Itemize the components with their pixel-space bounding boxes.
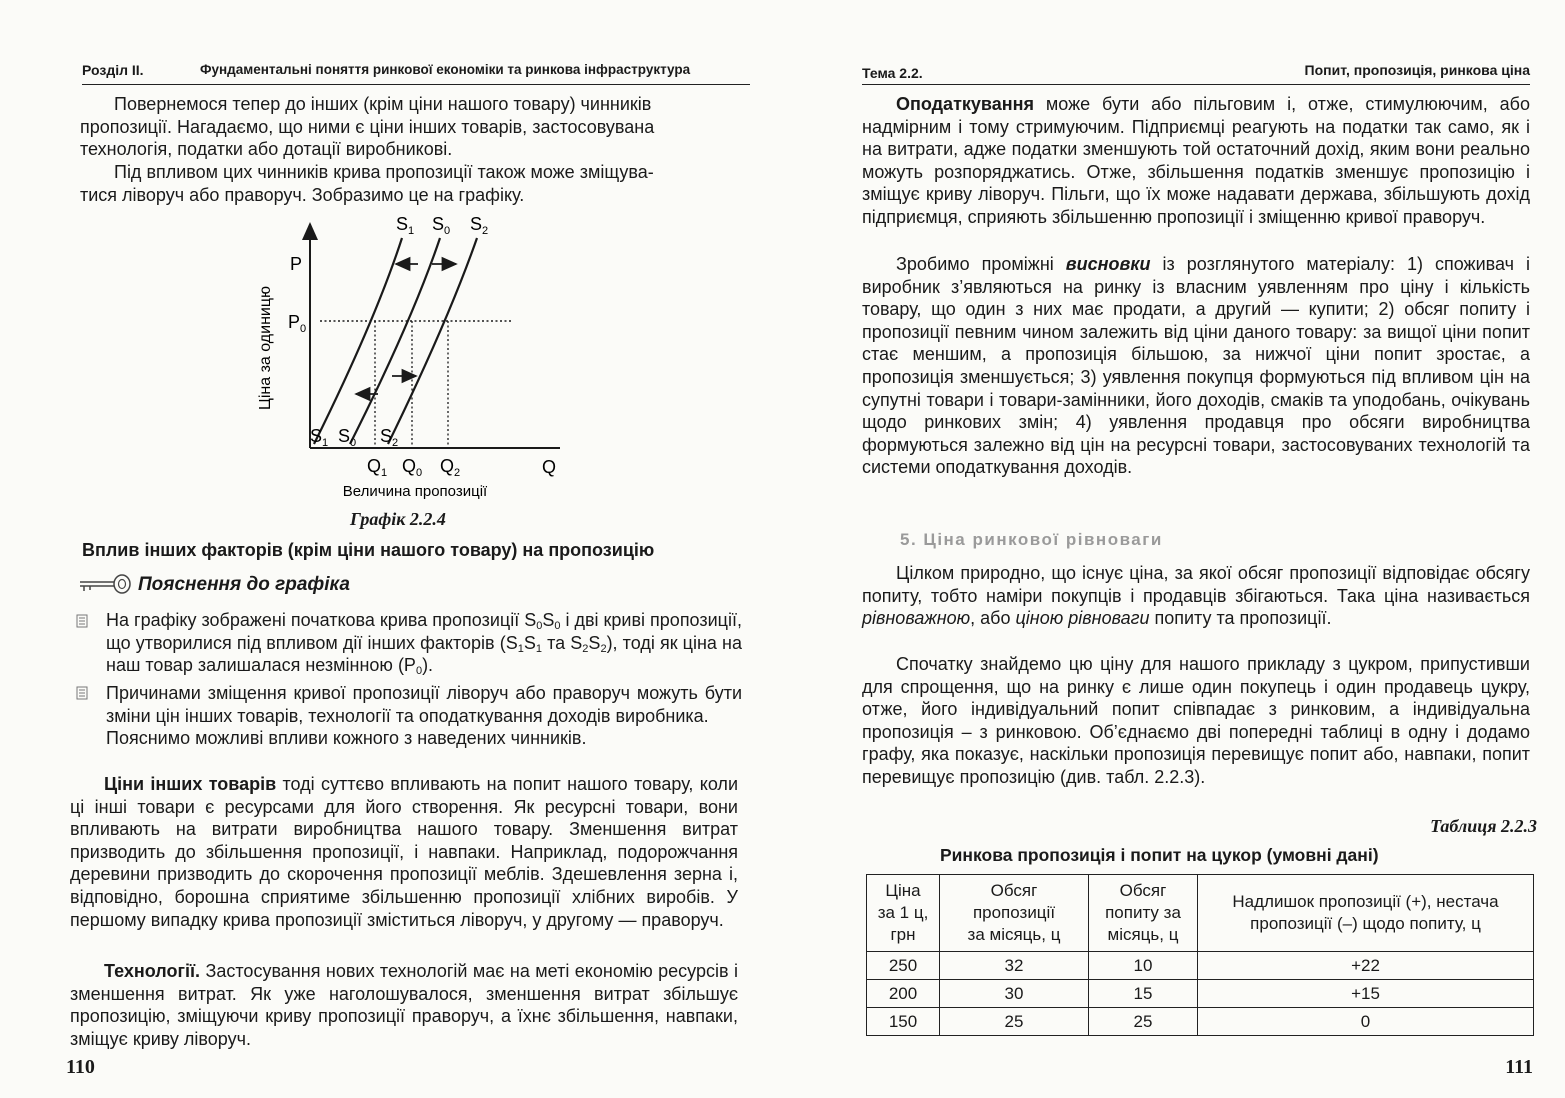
header-title: Фундаментальні поняття ринкової економіки та ринкова інфраструктура	[200, 62, 691, 77]
column-header: Надлишок пропозиції (+), нестача пропозиції (–) щодо попиту, ц	[1198, 875, 1534, 952]
table-cell: 250	[867, 952, 940, 980]
paragraph: Цілком природно, що існує ціна, за якої обсяг пропозиції відповідає обсягу попиту, тобто наміри покупців і продавців збігаються. Така ціна називається рівноважною, або ціною рівноваги попиту та пропозиції.	[862, 563, 1530, 629]
table-cell: 30	[940, 980, 1089, 1008]
document-bullet-icon	[76, 686, 90, 700]
table-cell: 25	[940, 1008, 1089, 1036]
table-cell: 10	[1089, 952, 1198, 980]
paragraph: Технології. Застосування нових технологій має на меті економію ресурсів і зменшення витрат. Як уже наголошувалося, зменшення витрат збільшує пропозицію, зміщуючи криву пропозиції праворуч, а їхнє збільшення, навпаки, зміщує криву ліворуч.	[70, 961, 738, 1049]
table-cell: 15	[1089, 980, 1198, 1008]
page-number: 110	[66, 1056, 95, 1078]
column-header: Обсяг попиту за місяць, ц	[1089, 875, 1198, 952]
x-axis-name: Q	[542, 457, 557, 477]
series-label-s0-top: $S_0$	[432, 214, 451, 237]
series-label-s0-bottom: $S_0$	[338, 426, 357, 449]
paragraph: Під впливом цих чинників крива пропозиції також може зміщува- тися ліворуч або праворуч. Зобразимо це на графіку.	[80, 162, 654, 205]
series-label-s2-bottom: $S_2$	[380, 426, 399, 449]
right-page	[782, 0, 1565, 1098]
graph-title: Вплив інших факторів (крім ціни нашого товару) на пропозицію	[82, 540, 655, 560]
x-tick-q0: $Q_0$	[402, 456, 423, 479]
graph-caption: Графік 2.2.4	[350, 509, 446, 529]
supply-curve-s2	[388, 238, 477, 444]
header-rule	[862, 84, 1530, 85]
header-section: Тема 2.2.	[862, 65, 923, 81]
table-cell: 0	[1198, 1008, 1534, 1036]
paragraph: Зробимо проміжні висновки із розглянутого матеріалу: 1) споживач і виробник з’являються на ринку із власним уявленням про ціну і кількість товару, що один з них має продати, а другий — купити; 2) обсяг попиту і пропозиції певним чином залежить від ціни даного товару: за вищої ціни попит стає меншим, а пропозиція більшою, за нижчої ціни попит зростає, а пропозиція зменшується; 3) уявлення покупця формуються під впливом цін на супутні товари і товари-замінники, його доходів, смаків та уподобань, очікувань щодо ринкових змін; 4) уявлення продавця про обсяги виробництва формуються залежно від цін на ресурсні товари, застосовуваних технологій та системи оподаткування доходів.	[862, 254, 1530, 478]
y-axis-name: P	[290, 254, 303, 274]
bullet-text: Причинами зміщення кривої пропозиції ліворуч або праворуч можуть бути зміни цін інших товарів, технології та оподаткування доходів виробника. Пояснимо можливі впливи кожного з наведених чинників.	[106, 683, 742, 749]
series-label-s1-bottom: $S_1$	[310, 426, 329, 449]
column-header: Обсяг пропозиції за місяць, ц	[940, 875, 1089, 952]
paragraph: Спочатку знайдемо цю ціну для нашого прикладу з цукром, припустивши для спрощення, що на ринку є лише один покупець і один продавець цукру, отже, його індивідуальний попит співпадає з ринковим, а індивідуальна пропозиція – з ринковою. Об’єднаємо дві попередні таблиці в одну і додамо графу, яка показує, наскільки пропозиція перевищує попит або, навпаки, попит перевищує пропозицію (див. табл. 2.2.3).	[862, 654, 1530, 787]
bullet-text: На графіку зображені початкова крива пропозиції $S_0S_0$ і дві криві пропозиції, що утворилися під впливом дії інших факторів ($S_1S_1$ та $S_2S_2$), тоді як ціна на наш товар залишалася незмінною $(P_0)$.	[106, 610, 743, 678]
table-cell: 32	[940, 952, 1089, 980]
price-level-label: $P_0$	[288, 312, 307, 335]
paragraph: Ціни інших товарів тоді суттєво впливають на попит нашого товару, коли ці інші товари є ресурсами для його створення. Як ресурсні товари, вони впливають на витрати виробництва нашого товару. Зменшення витрат призводить до збільшення пропозиції, і навпаки. Наприклад, подорожчання деревини призводить до скорочення пропозиції меблів. Здешевлення зерна і, відповідно, борошна сприятиме збільшенню пропозиції хлібних виробів. У першому випадку крива пропозиції зміститься ліворуч, у другому — праворуч.	[70, 774, 738, 930]
supply-demand-table	[866, 874, 1534, 1036]
table-header-row	[867, 875, 1534, 952]
y-axis-label: Ціна за одиницю	[257, 285, 274, 411]
paragraph: Повернемося тепер до інших (крім ціни нашого товару) чинників пропозиції. Нагадаємо, що ними є ціни інших товарів, застосовувана технологія, податки або дотації виробникові.	[80, 94, 655, 160]
header-title: Попит, пропозиція, ринкова ціна	[1304, 62, 1530, 78]
table-cell: 25	[1089, 1008, 1198, 1036]
supply-curve-s0	[350, 238, 440, 444]
x-tick-q2: $Q_2$	[440, 456, 461, 479]
header-rule	[82, 84, 750, 85]
left-page	[0, 0, 782, 1098]
table-cell: +22	[1198, 952, 1534, 980]
table-cell: 150	[867, 1008, 940, 1036]
x-axis-label: Величина пропозиції	[342, 483, 488, 500]
table-caption: Таблиця 2.2.3	[1430, 816, 1537, 836]
paragraph: Оподаткування може бути або пільговим і, отже, стимулюючим, або надмірним і тому стримуючим. Підприємці реагують на податки так само, як і на витрати, адже податки зменшують той остаточний дохід, яким вони реально можуть розпоряджатись. Отже, збільшення податків зменшує пропозицію і зміщує криву ліворуч. Пільги, що їх може надавати держава, збільшують дохід підприємця, сприяють збільшенню пропозиції і зміщенню кривої праворуч.	[862, 94, 1530, 227]
table-row	[867, 980, 1534, 1008]
table-title: Ринкова пропозиція і попит на цукор (умовні дані)	[940, 845, 1379, 865]
document-bullet-icon	[76, 614, 90, 628]
table-cell: +15	[1198, 980, 1534, 1008]
explanation-heading: Пояснення до графіка	[138, 574, 350, 595]
column-header: Ціна за 1 ц, грн	[867, 875, 940, 952]
x-tick-q1: $Q_1$	[367, 456, 388, 479]
table-row	[867, 952, 1534, 980]
table-row	[867, 1008, 1534, 1036]
header-section: Розділ ІІ.	[82, 62, 144, 78]
supply-shift-chart	[250, 208, 580, 508]
key-icon	[78, 573, 132, 595]
series-label-s1-top: $S_1$	[396, 214, 415, 237]
table-cell: 200	[867, 980, 940, 1008]
supply-curve-s1	[314, 238, 402, 444]
section-title: 5. Ціна ринкової рівноваги	[900, 530, 1163, 549]
series-label-s2-top: $S_2$	[470, 214, 489, 237]
page-number: 111	[1505, 1056, 1533, 1078]
